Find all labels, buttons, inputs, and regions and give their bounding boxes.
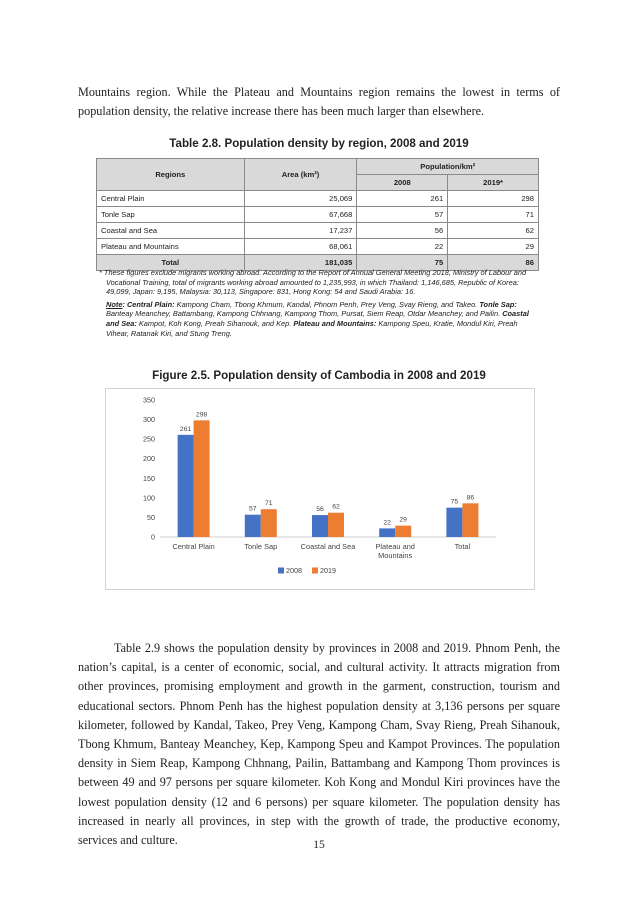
x-category-label: Central Plain — [172, 542, 215, 551]
data-label-2019: 29 — [399, 516, 407, 524]
cell-total-2019: 86 — [448, 255, 539, 271]
cell-2008: 57 — [357, 207, 448, 223]
note-tonle-sap-label: Tonle Sap: — [479, 299, 517, 309]
y-tick-label: 50 — [147, 512, 155, 522]
x-category-label: Mountains — [378, 551, 413, 560]
header-year-2008: 2008 — [357, 175, 448, 191]
legend-label-2019: 2019 — [320, 566, 336, 575]
header-regions: Regions — [97, 159, 245, 191]
cell-2019: 71 — [448, 207, 539, 223]
bar-2008 — [245, 515, 261, 537]
cell-area: 68,061 — [244, 239, 357, 255]
cell-region: Coastal and Sea — [97, 223, 245, 239]
header-year-2019: 2019* — [448, 175, 539, 191]
table-row — [97, 191, 539, 207]
y-tick-label: 250 — [143, 434, 155, 444]
page-number: 15 — [313, 839, 325, 851]
note-tonle-sap-text: Banteay Meanchey, Battambang, Kampong Chhnang, Kampong Thom, Pursat, Siem Reap, Otdar Meanchey, and Pailin. — [106, 309, 501, 319]
body-paragraph: Table 2.9 shows the population density by provinces in 2008 and 2019. Phnom Penh, the nation’s capital, is a center of economic, social, and cultural activity. It attracts migration from other provinces, promising employment and growth in the garment, construction, tourism and educational sectors. Phnom Penh has the highest population density at 3,136 persons per square kilometer, followed by Kandal, Takeo, Prey Veng, Kampong Cham, Svay Rieng, Preah Sihanouk, Tbong Khmum, Banteay Meanchey, Kep, Kampong Speu and Kampot Provinces. The population density in Siem Reap, Kampong Chhnang, Pailin, Battambang and Kampong Thom provinces is between 49 and 97 persons per square kilometer. Koh Kong and Mondul Kiri provinces have the lowest population density (12 and 6 persons) per square kilometer. The population density has increased in nearly all provinces, in step with the growth of trade, the productive economy, services and culture. — [78, 641, 560, 848]
cell-area: 25,069 — [244, 191, 357, 207]
data-label-2008: 261 — [179, 425, 192, 433]
note-regions — [106, 300, 536, 338]
header-population: Population/km² — [357, 159, 539, 175]
table-row — [97, 223, 539, 239]
header-area: Area (km²) — [244, 159, 357, 191]
cell-2008: 56 — [357, 223, 448, 239]
data-label-2008: 75 — [450, 498, 459, 506]
cell-2008: 22 — [357, 239, 448, 255]
bar-2008 — [379, 528, 395, 537]
bar-2019 — [462, 503, 478, 537]
table-row — [97, 207, 539, 223]
cell-area: 17,237 — [244, 223, 357, 239]
note-plateau-text: Kampong Speu, Kratie, Mondul Kiri, Preah Vihear, Ratanak Kiri, and Stung Treng. — [106, 318, 518, 338]
y-tick-label: 100 — [143, 493, 155, 503]
cell-total-area: 181,035 — [244, 255, 357, 271]
cell-2019: 62 — [448, 223, 539, 239]
cell-region: Plateau and Mountains — [97, 239, 245, 255]
y-tick-label: 350 — [143, 395, 155, 405]
legend-swatch-2019 — [312, 568, 318, 574]
bar-2008 — [312, 515, 328, 537]
legend-swatch-2008 — [278, 568, 284, 574]
cell-total-2008: 75 — [357, 255, 448, 271]
cell-2019: 29 — [448, 239, 539, 255]
table-row — [97, 239, 539, 255]
data-label-2008: 57 — [249, 505, 257, 513]
intro-paragraph: Mountains region. While the Plateau and Mountains region remains the lowest in terms of population density, the relative increase there has been much larger than elsewhere. — [78, 85, 560, 118]
x-category-label: Total — [454, 542, 471, 551]
y-tick-label: 300 — [143, 415, 155, 425]
y-tick-label: 0 — [151, 532, 155, 542]
table-caption: Table 2.8. Population density by region, 2008 and 2019 — [169, 137, 469, 150]
x-category-label: Plateau and — [375, 542, 415, 551]
y-tick-label: 200 — [143, 454, 155, 464]
note-central-plain-text: Kampong Cham, Tbong Khmum, Kandal, Phnom Penh, Prey Veng, Svay Rieng, and Takeo. — [174, 299, 478, 309]
data-label-2008: 56 — [316, 506, 324, 514]
data-label-2019: 71 — [265, 500, 273, 508]
note-coastal-label: Coastal and Sea: — [106, 309, 529, 328]
cell-region: Tonle Sap — [97, 207, 245, 223]
note-label: Note — [106, 299, 123, 309]
bar-2019 — [261, 509, 277, 537]
note-plateau-label: Plateau and Mountains: — [293, 318, 377, 328]
note-central-plain-label: : Central Plain: — [122, 299, 175, 309]
x-category-label: Coastal and Sea — [300, 542, 356, 551]
bar-2019 — [395, 526, 411, 537]
bar-2008 — [446, 508, 462, 537]
x-category-label: Tonle Sap — [244, 542, 278, 551]
cell-region: Central Plain — [97, 191, 245, 207]
cell-total-label: Total — [97, 255, 245, 271]
cell-2008: 261 — [357, 191, 448, 207]
bar-2019 — [328, 513, 344, 537]
population-density-table — [96, 158, 539, 271]
data-label-2008: 22 — [383, 519, 391, 527]
figure-caption: Figure 2.5. Population density of Cambodia in 2008 and 2019 — [152, 369, 486, 382]
bar-chart — [105, 388, 535, 590]
cell-area: 67,668 — [244, 207, 357, 223]
note-coastal-text: Kampot, Koh Kong, Preah Sihanouk, and Kep. — [136, 318, 292, 328]
legend-label-2008: 2008 — [286, 566, 302, 575]
bar-2008 — [178, 435, 194, 537]
bar-chart-svg — [106, 389, 534, 589]
cell-2019: 298 — [448, 191, 539, 207]
data-label-2019: 62 — [332, 503, 340, 511]
table-notes — [99, 268, 536, 338]
data-label-2019: 298 — [195, 411, 208, 419]
bar-2019 — [194, 420, 210, 537]
data-label-2019: 86 — [466, 494, 475, 502]
footnote: * These figures exclude migrants working abroad. According to the Report of Annual General Meeting 2018, Ministry of Labour and Vocational Training, total of migrants working abroad amounted to 1,235,993, in which Thailand: 1,146,685, Republic of Korea: 49,099, Japan: 9,195, Malaysia: 30,113, Singapore: 831, Hong Kong: 54 and Saudi Arabia: 16. — [99, 268, 527, 297]
y-tick-label: 150 — [143, 473, 155, 483]
